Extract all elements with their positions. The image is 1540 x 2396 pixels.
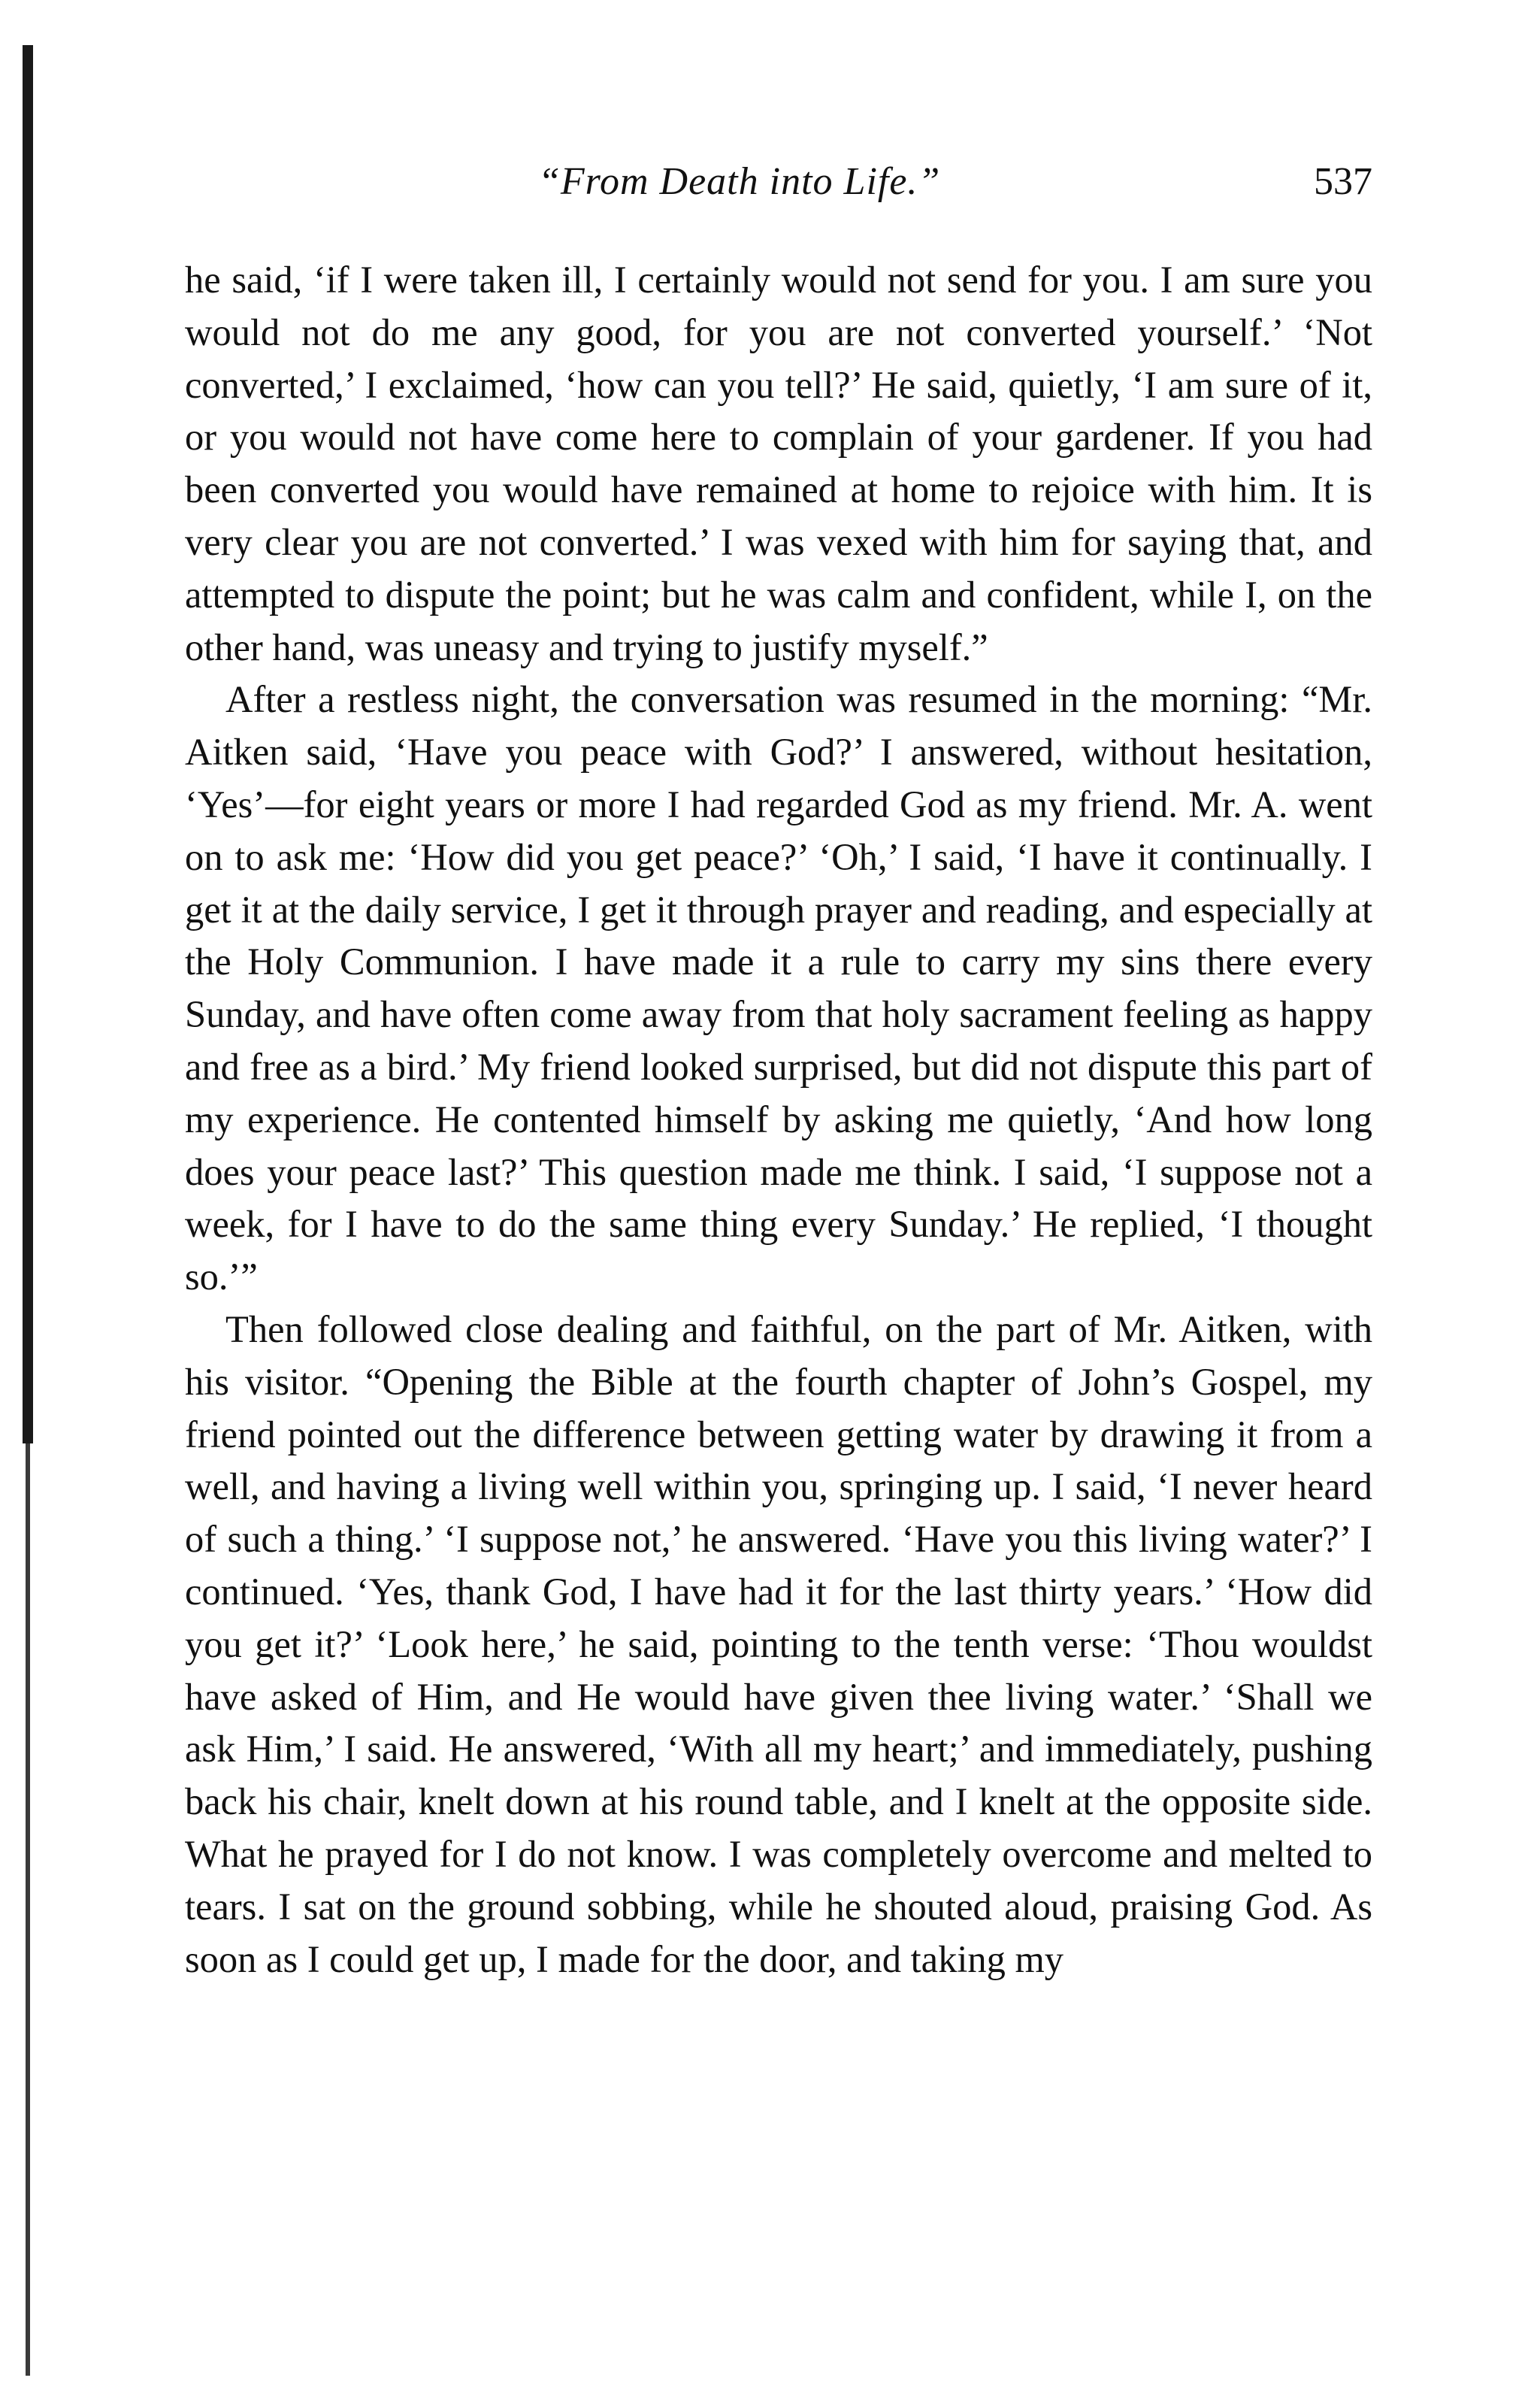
paragraph-restless-night: After a restless night, the conversation was resumed in the morning: “Mr. Aitken said, ‘Have you peace with God?’ I answered, without hesitation, ‘Yes’—for eight years or more I had regarded God as my friend. Mr. A. went on to ask me: ‘How did you get peace?’ ‘Oh,’ I said, ‘I have it continually. I get it at the daily service, I get it through prayer and reading, and especially at the Holy Communion. I have made it a rule to carry my sins there every Sunday, and have often come away from that holy sacrament feeling as happy and free as a bird.’ My friend looked surprised, but did not dispute this part of my experience. He contented himself by asking me quietly, ‘And how long does your peace last?’ This question made me think. I said, ‘I suppose not a week, for I have to do the same thing every Sunday.’ He replied, ‘I thought so.’”	[185, 678, 1372, 1298]
binding-edge-shadow	[23, 45, 33, 1443]
running-head	[185, 159, 1372, 212]
running-title: “From Death into Life.”	[538, 160, 941, 203]
body-text	[185, 254, 1372, 1986]
binding-edge-shadow-lower	[26, 1443, 30, 2376]
page-number: 537	[1314, 160, 1372, 203]
paragraph-continued: he said, ‘if I were taken ill, I certainly would not send for you. I am sure you would not do me any good, for you are not converted yourself.’ ‘Not converted,’ I exclaimed, ‘how can you tell?’ He said, quietly, ‘I am sure of it, or you would not have come here to complain of your gardener. If you had been converted you would have remained at home to rejoice with him. It is very clear you are not converted.’ I was vexed with him for saying that, and attempted to dispute the point; but he was calm and confident, while I, on the other hand, was uneasy and trying to justify myself.”	[185, 259, 1372, 668]
paragraph-close-dealing: Then followed close dealing and faithful, on the part of Mr. Aitken, with his visitor. “Opening the Bible at the fourth chapter of John’s Gospel, my friend pointed out the difference between getting water by drawing it from a well, and having a living well within you, springing up. I said, ‘I never heard of such a thing.’ ‘I suppose not,’ he answered. ‘Have you this living water?’ I continued. ‘Yes, thank God, I have had it for the last thirty years.’ ‘How did you get it?’ ‘Look here,’ he said, pointing to the tenth verse: ‘Thou wouldst have asked of Him, and He would have given thee living water.’ ‘Shall we ask Him,’ I said. He answered, ‘With all my heart;’ and immediately, pushing back his chair, knelt down at his round table, and I knelt at the opposite side. What he prayed for I do not know. I was completely overcome and melted to tears. I sat on the ground sobbing, while he shouted aloud, praising God. As soon as I could get up, I made for the door, and taking my	[185, 1307, 1372, 1980]
